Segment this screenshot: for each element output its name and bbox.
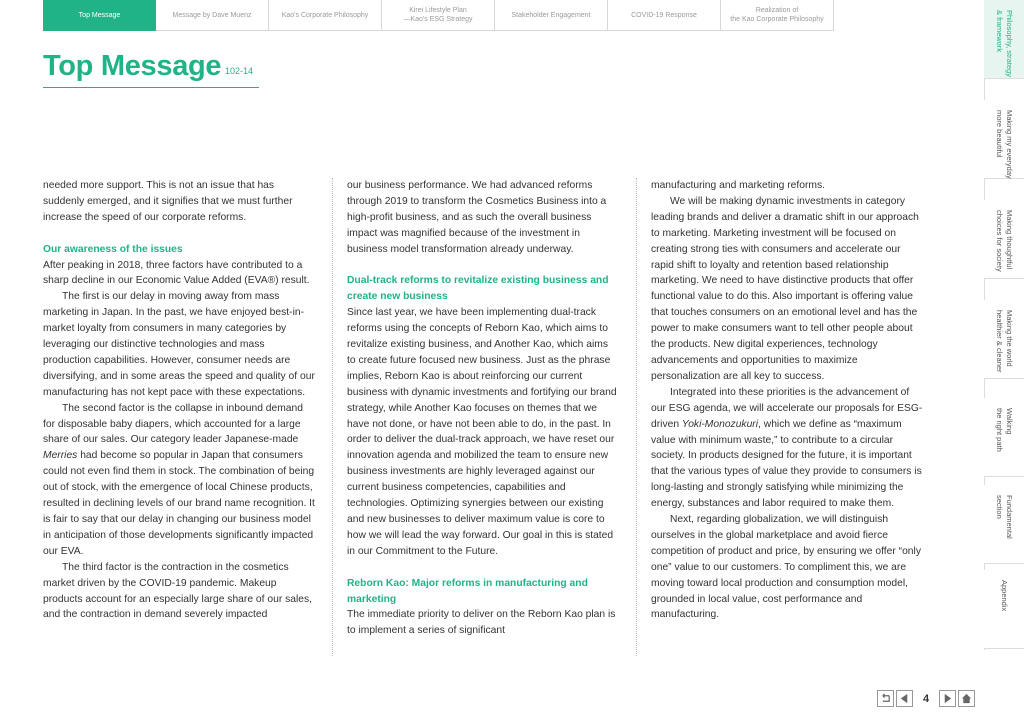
sidebar-item-fundamental[interactable] — [984, 485, 1024, 564]
section-sidebar — [984, 0, 1024, 724]
sidebar-item-label: Walking the right path — [995, 408, 1014, 452]
sidebar-item-label: Making thoughtful choices for society — [995, 210, 1014, 272]
sidebar-item-everyday-beautiful[interactable] — [984, 100, 1024, 179]
sidebar-item-label: Fundamental section — [995, 495, 1014, 539]
section-heading: Our awareness of the issues — [43, 243, 183, 255]
tab-kirei-lifestyle-plan[interactable] — [382, 0, 495, 31]
text-column-3 — [651, 178, 923, 623]
paragraph: After peaking in 2018, three factors have contributed to a sharp decline in our Economic Value Added (EVA®) result. — [43, 259, 310, 287]
paragraph: our business performance. We had advanced reforms through 2019 to transform the Cosmetics Business into a high-profit business, and as such the overall business impact was magnified because of the investment in business model transformation already underway. — [347, 180, 607, 255]
tab-covid-19-response[interactable] — [608, 0, 721, 31]
top-nav-tabs — [43, 0, 943, 31]
page-nav — [877, 690, 975, 707]
paragraph: We will be making dynamic investments in category leading brands and deliver a dramatic shift in our approach to marketing. Marketing investment will be focused on creating strong ties with consumers and accelerate our rapid shift to loyalty and retention based relationship marketing. We need to have distinctive products that offer functional value to do this. Also important is offering value that touches consumers on an emotional level and has the power to make consumers want to tell other people about the products. New digital experiences, technology advancements and opportunities to maximize personalization are all key to success. — [651, 195, 919, 382]
paragraph: The immediate priority to deliver on the Reborn Kao plan is to implement a series of significant — [347, 609, 616, 637]
tab-label: Kao's Corporate Philosophy — [281, 11, 369, 19]
tab-label: Realization of the Kao Corporate Philosophy — [730, 7, 824, 23]
back-button[interactable] — [877, 690, 894, 707]
column-divider — [636, 178, 637, 656]
return-icon — [880, 693, 891, 704]
paragraph: The third factor is the contraction in the cosmetics market driven by the COVID-19 pandemic. Makeup products account for an especially large share of our sales, and the contraction in demand severely impacted — [43, 561, 313, 621]
tab-label: Message by Dave Muenz — [172, 11, 252, 19]
next-page-button[interactable] — [939, 690, 956, 707]
paragraph: manufacturing and marketing reforms. — [651, 180, 825, 191]
paragraph: Since last year, we have been implementing dual-track reforms using the concepts of Reborn Kao, which aims to revitalize existing business, and Another Kao, which aims to create future focused new business. Just as the phrase implies, Reborn Kao is about reinforcing our current business with dynamic investments and fortifying our brand strategy, while Another Kao focuses on themes that we have not done, or have not been able to do, in the past. In order to deliver the dual-track approach, we have reset our innovation agenda and mobilized the team to ensure new business investments are highly leveraged against our current business competencies, capabilities and technologies. Optimizing synergies between our existing and new businesses to deliver maximum value is core to how we will lead the way forward. Our goal in this is stated in our Commitment to the Future. — [347, 307, 617, 557]
tab-realization[interactable] — [721, 0, 834, 31]
sidebar-item-appendix[interactable] — [984, 570, 1024, 649]
tab-top-message[interactable] — [43, 0, 156, 31]
tab-label: COVID-19 Response — [631, 11, 697, 19]
sidebar-item-label: Making my everyday more beautiful — [995, 110, 1014, 179]
section-heading: Dual-track reforms to revitalize existing business and create new business — [347, 275, 609, 303]
section-heading: Reborn Kao: Major reforms in manufacturing and marketing — [347, 577, 588, 605]
gri-code: 102-14 — [225, 66, 254, 76]
text-column-1 — [43, 178, 315, 623]
triangle-left-icon — [899, 693, 910, 704]
prev-page-button[interactable] — [896, 690, 913, 707]
paragraph: The second factor is the collapse in inbound demand for disposable baby diapers, which accounted for a large share of our sales. Our category leader Japanese-made Merries had become so popular in Japan that consumers could not even find them in stock. The combination of being out of stock, with the emergence of local Chinese products, resulted in declining levels of our brand name recognition. It is fair to say that our delay in changing our business model in anticipation of those developments significantly impacted our EVA. — [43, 402, 315, 557]
sidebar-item-label: Appendix — [1000, 580, 1009, 612]
sidebar-item-label: Making the world healthier & cleaner — [995, 310, 1014, 373]
paragraph: Integrated into these priorities is the advancement of our ESG agenda, we will accelerate our proposals for ESG-driven Yoki-Monozukuri, which we define as “maximum value with minimum waste,” to contribute to a circular society. In products designed for the future, it is important that the various types of value they provide to consumers is long-lasting and strongly satisfying while minimizing the energy, substances and labor required to make them. — [651, 386, 923, 510]
page-title-block — [43, 50, 259, 88]
paragraph: Next, regarding globalization, we will distinguish ourselves in the global marketplace and avoid fierce competition of product and price, by ensuring we offer “only one” value to our customers. To compliment this, we are moving toward local production and consumption model, grounded in local value, cost performance and manufacturing. — [651, 514, 921, 621]
tab-label: Kirei Lifestyle Plan —Kao's ESG Strategy — [403, 7, 473, 23]
paragraph: needed more support. This is not an issue that has suddenly emerged, and it signifies that we must further increase the speed of our corporate reforms. — [43, 180, 293, 223]
paragraph: The first is our delay in moving away from mass marketing in Japan. In the past, we have enjoyed best-in-market loyalty from consumers in many categories by leveraging our distinctive technologies and mass production capabilities. However, consumer needs are diversifying, and in some areas the speed and quality of our manufacturing has not kept pace with these expectations. — [43, 291, 315, 398]
term: Yoki-Monozukuri — [681, 418, 759, 430]
sidebar-item-label: Philosophy, strategy & framework — [995, 10, 1014, 77]
brand-name: Merries — [43, 450, 78, 462]
tab-stakeholder-engagement[interactable] — [495, 0, 608, 31]
home-icon — [961, 693, 972, 704]
sidebar-item-healthier-cleaner[interactable] — [984, 300, 1024, 379]
tab-label: Stakeholder Engagement — [511, 11, 591, 19]
sidebar-item-philosophy[interactable] — [984, 0, 1024, 79]
page-number: 4 — [922, 692, 930, 705]
sidebar-item-thoughtful-choices[interactable] — [984, 200, 1024, 279]
triangle-right-icon — [942, 693, 953, 704]
tab-message-by-dave-muenz[interactable] — [156, 0, 269, 31]
column-divider — [332, 178, 333, 656]
home-button[interactable] — [958, 690, 975, 707]
tab-label: Top Message — [78, 11, 121, 19]
text-column-2 — [347, 178, 619, 639]
tab-corporate-philosophy[interactable] — [269, 0, 382, 31]
sidebar-item-right-path[interactable] — [984, 398, 1024, 477]
page-title: Top Message — [43, 50, 222, 82]
